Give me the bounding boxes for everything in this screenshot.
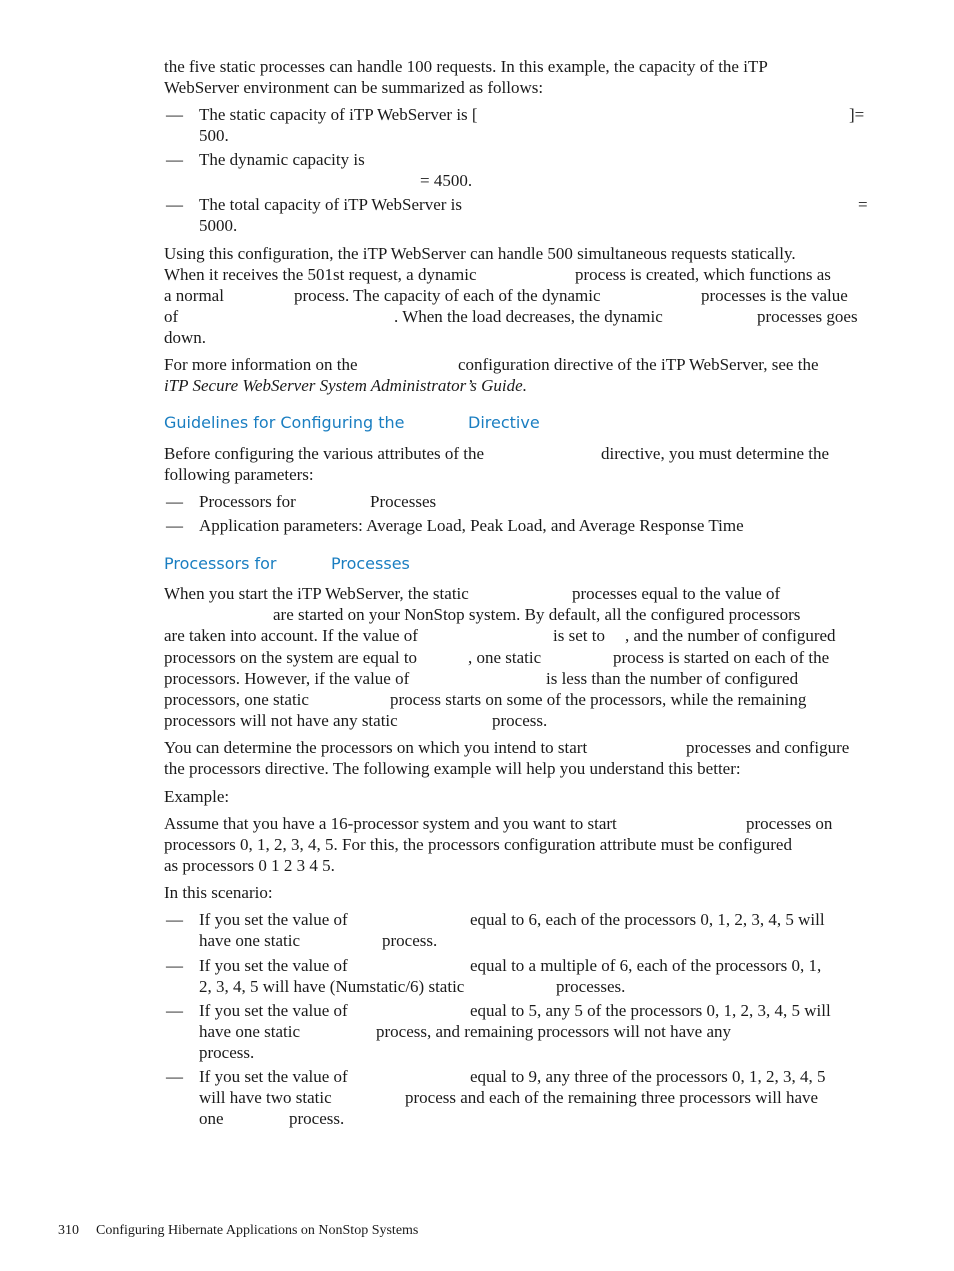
intro-line-1: the five static processes can handle 100 requests. In this example, the capacity of the iTP (164, 57, 768, 76)
footer-title: Configuring Hibernate Applications on NonStop Systems (96, 1223, 419, 1238)
scenario-1d: process. (382, 931, 438, 950)
bullet-dash: — (166, 956, 183, 975)
scenario-3a: If you set the value of (199, 1001, 348, 1020)
start-line-7b: process. (492, 711, 548, 730)
config-line-5: down. (164, 328, 207, 347)
config-line-4a: of (164, 307, 179, 326)
start-line-6b: process starts on some of the processors, while the remaining (390, 690, 807, 709)
static-capacity-bracket: ]= (849, 105, 865, 124)
scenario-4c: will have two static (199, 1088, 332, 1107)
more-info-line-1a: For more information on the (164, 355, 358, 374)
bullet-dash: — (166, 150, 183, 169)
param-processors-a: Processors for (199, 492, 296, 511)
start-line-3c: , and the number of configured (625, 626, 836, 645)
scenario-3d: process, and remaining processors will not have any (376, 1022, 732, 1041)
start-line-3b: is set to (553, 626, 605, 645)
config-line-2b: process is created, which functions as (575, 265, 831, 284)
determine-line-1a: You can determine the processors on which you intend to start (164, 738, 588, 757)
section-heading-processors: Processors for (164, 554, 277, 573)
bullet-dash: — (166, 1001, 183, 1020)
start-line-1a: When you start the iTP WebServer, the static (164, 584, 469, 603)
config-line-3b: process. The capacity of each of the dynamic (294, 286, 601, 305)
total-capacity-text: The total capacity of iTP WebServer is (199, 195, 462, 214)
section-heading-guidelines-directive: Directive (468, 413, 540, 432)
dynamic-capacity-value: = 4500. (420, 171, 473, 190)
determine-line-1b: processes and configure (686, 738, 850, 757)
scenario-1b: equal to 6, each of the processors 0, 1, 2, 3, 4, 5 will (470, 910, 825, 929)
assume-line-1a: Assume that you have a 16-processor system and you want to start (164, 814, 617, 833)
scenario-4b: equal to 9, any three of the processors 0, 1, 2, 3, 4, 5 (470, 1067, 826, 1086)
start-line-4c: process is started on each of the (613, 648, 830, 667)
before-line-1b: directive, you must determine the (601, 444, 830, 463)
scenario-label: In this scenario: (164, 883, 273, 902)
bullet-dash: — (166, 1067, 183, 1086)
before-line-1a: Before configuring the various attributes of the (164, 444, 485, 463)
bullet-dash: — (166, 105, 183, 124)
config-line-1: Using this configuration, the iTP WebServer can handle 500 simultaneous requests statically. (164, 244, 796, 263)
assume-line-2: processors 0, 1, 2, 3, 4, 5. For this, the processors configuration attribute must be configured (164, 835, 792, 854)
page-number: 310 (58, 1223, 79, 1238)
start-line-4b: , one static (468, 648, 542, 667)
start-line-5b: is less than the number of configured (546, 669, 799, 688)
bullet-dash: — (166, 195, 183, 214)
start-line-5a: processors. However, if the value of (164, 669, 410, 688)
determine-line-2: the processors directive. The following example will help you understand this better: (164, 759, 741, 778)
param-processors-b: Processes (370, 492, 437, 511)
start-line-6a: processors, one static (164, 690, 309, 709)
total-capacity-equals: = (858, 195, 868, 214)
bullet-dash: — (166, 492, 183, 511)
start-line-2: are started on your NonStop system. By default, all the configured processors (273, 605, 801, 624)
scenario-2a: If you set the value of (199, 956, 348, 975)
scenario-4f: process. (289, 1109, 345, 1128)
config-line-4c: processes goes (757, 307, 858, 326)
bullet-dash: — (166, 910, 183, 929)
assume-line-1b: processes on (746, 814, 833, 833)
before-line-2: following parameters: (164, 465, 314, 484)
more-info-line-1b: configuration directive of the iTP WebServer, see the (458, 355, 819, 374)
start-line-7a: processors will not have any static (164, 711, 398, 730)
static-capacity-value: 500. (199, 126, 229, 145)
section-heading-processors-b: Processes (331, 554, 410, 573)
scenario-4a: If you set the value of (199, 1067, 348, 1086)
scenario-1a: If you set the value of (199, 910, 348, 929)
config-line-2a: When it receives the 501st request, a dynamic (164, 265, 477, 284)
start-line-1b: processes equal to the value of (572, 584, 781, 603)
admin-guide-reference: iTP Secure WebServer System Administrator’s Guide. (164, 376, 527, 395)
scenario-3b: equal to 5, any 5 of the processors 0, 1, 2, 3, 4, 5 will (470, 1001, 831, 1020)
intro-line-2: WebServer environment can be summarized as follows: (164, 78, 544, 97)
scenario-4e: one (199, 1109, 224, 1128)
scenario-3c: have one static (199, 1022, 301, 1041)
scenario-3e: process. (199, 1043, 255, 1062)
param-application: Application parameters: Average Load, Peak Load, and Average Response Time (199, 516, 744, 535)
start-line-4a: processors on the system are equal to (164, 648, 418, 667)
example-label: Example: (164, 787, 230, 806)
scenario-2d: processes. (556, 977, 626, 996)
scenario-2b: equal to a multiple of 6, each of the processors 0, 1, (470, 956, 822, 975)
scenario-2c: 2, 3, 4, 5 will have (Numstatic/6) static (199, 977, 465, 996)
start-line-3a: are taken into account. If the value of (164, 626, 418, 645)
dynamic-capacity-text: The dynamic capacity is (199, 150, 365, 169)
config-line-3a: a normal (164, 286, 224, 305)
scenario-1c: have one static (199, 931, 301, 950)
section-heading-guidelines: Guidelines for Configuring the (164, 413, 405, 432)
total-capacity-value: 5000. (199, 216, 238, 235)
config-line-3c: processes is the value (701, 286, 848, 305)
assume-line-3: as processors 0 1 2 3 4 5. (164, 856, 335, 875)
config-line-4b: . When the load decreases, the dynamic (394, 307, 663, 326)
scenario-4d: process and each of the remaining three processors will have (405, 1088, 819, 1107)
static-capacity-text: The static capacity of iTP WebServer is [ (199, 105, 478, 124)
bullet-dash: — (166, 516, 183, 535)
